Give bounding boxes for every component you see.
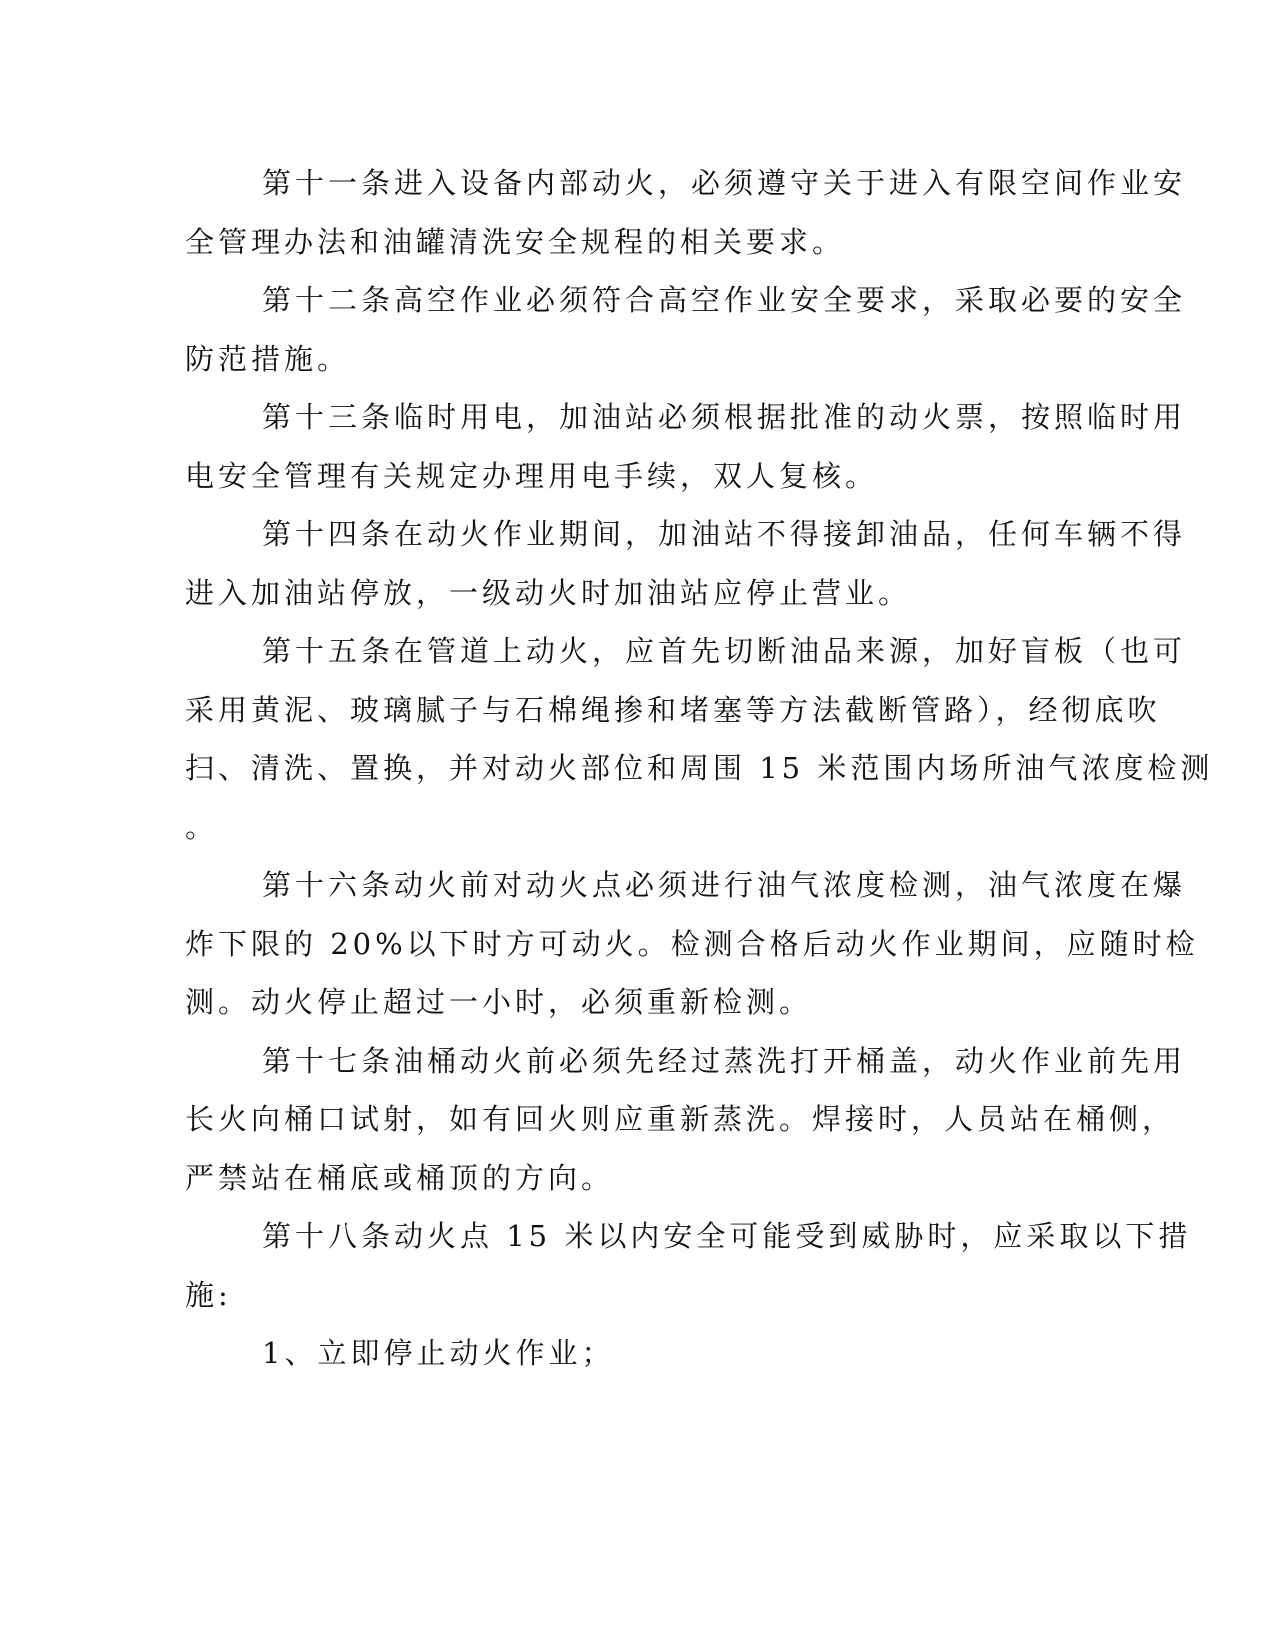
article-14-line-1: 第十四条在动火作业期间，加油站不得接卸油品，任何车辆不得 [262, 517, 1187, 551]
article-16-line-2: 炸下限的 20%以下时方可动火。检测合格后动火作业期间，应随时检 [185, 927, 1199, 961]
article-12-line-2: 防范措施。 [185, 342, 351, 376]
article-17-line-1: 第十七条油桶动火前必须先经过蒸洗打开桶盖，动火作业前先用 [262, 1044, 1187, 1078]
article-18-line-1: 第十八条动火点 15 米以内安全可能受到威胁时，应采取以下措 [262, 1219, 1192, 1253]
article-15-line-1: 第十五条在管道上动火，应首先切断油品来源，加好盲板（也可 [262, 634, 1187, 668]
article-17-line-3: 严禁站在桶底或桶顶的方向。 [185, 1161, 615, 1195]
article-11-line-1: 第十一条进入设备内部动火，必须遵守关于进入有限空间作业安 [262, 166, 1187, 200]
article-14-line-2: 进入加油站停放，一级动火时加油站应停止营业。 [185, 576, 912, 610]
article-17-line-2: 长火向桶口试射，如有回火则应重新蒸洗。焊接时，人员站在桶侧， [185, 1102, 1176, 1136]
list-item-1: 1、立即停止动火作业； [262, 1336, 615, 1370]
article-13-line-2: 电安全管理有关规定办理用电手续，双人复核。 [185, 459, 879, 493]
article-15-line-2: 采用黄泥、玻璃腻子与石棉绳掺和堵塞等方法截断管路），经彻底吹 [185, 693, 1161, 727]
article-15-line-3: 扫、清洗、置换，并对动火部位和周围 15 米范围内场所油气浓度检测 [185, 751, 1214, 785]
article-16-line-1: 第十六条动火前对动火点必须进行油气浓度检测，油气浓度在爆 [262, 868, 1187, 902]
article-11-line-2: 全管理办法和油罐清洗安全规程的相关要求。 [185, 225, 846, 259]
article-13-line-1: 第十三条临时用电，加油站必须根据批准的动火票，按照临时用 [262, 400, 1187, 434]
article-12-line-1: 第十二条高空作业必须符合高空作业安全要求，采取必要的安全 [262, 283, 1187, 317]
article-15-line-4: 。 [185, 810, 219, 844]
article-18-line-2: 施: [185, 1278, 232, 1312]
article-16-line-3: 测。动火停止超过一小时，必须重新检测。 [185, 985, 813, 1019]
